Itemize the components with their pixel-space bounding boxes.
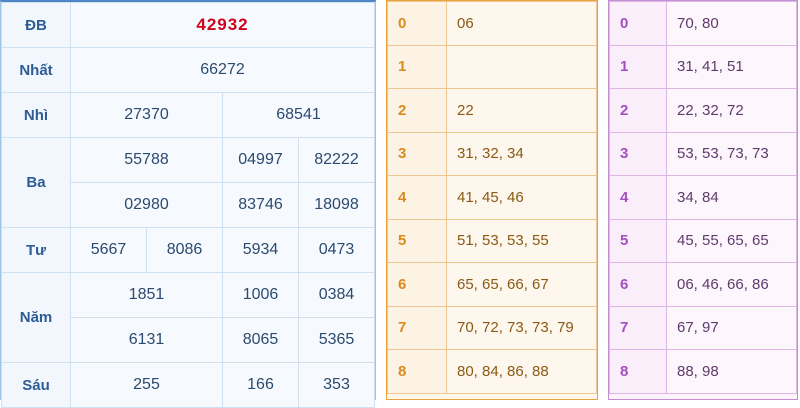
table-row: [388, 350, 597, 394]
tail-values: 45, 55, 65, 65: [667, 219, 797, 263]
tail-values: 06: [447, 2, 597, 46]
prize-tu-value-2: 8086: [147, 228, 223, 273]
tail-values: 51, 53, 53, 55: [447, 219, 597, 263]
tail-key: 2: [610, 89, 667, 133]
table-row: [388, 132, 597, 176]
tails-first-table: [387, 1, 597, 394]
tail-values: 67, 97: [667, 306, 797, 350]
prize-nam-value-2: 1006: [223, 273, 299, 318]
table-row: [610, 45, 797, 89]
prize-nhi-value-2: 68541: [223, 93, 375, 138]
tail-key: 2: [388, 89, 447, 133]
table-row: [610, 219, 797, 263]
tail-values: 53, 53, 73, 73: [667, 132, 797, 176]
prize-ba-value-5: 83746: [223, 183, 299, 228]
table-row: [388, 45, 597, 89]
table-row: [2, 363, 375, 408]
table-row: [388, 89, 597, 133]
table-row: [388, 2, 597, 46]
table-row: [610, 2, 797, 46]
tail-values: 70, 80: [667, 2, 797, 46]
row-label-db: ĐB: [2, 3, 71, 48]
prize-nam-value-4: 6131: [71, 318, 223, 363]
table-row: [388, 263, 597, 307]
tail-key: 8: [388, 350, 447, 394]
row-label-ba: Ba: [2, 138, 71, 228]
row-label-nhi: Nhì: [2, 93, 71, 138]
tail-key: 4: [388, 176, 447, 220]
prize-sau-value-1: 255: [71, 363, 223, 408]
tail-key: 3: [388, 132, 447, 176]
lottery-results-table: [1, 2, 375, 408]
tail-values: 22, 32, 72: [667, 89, 797, 133]
table-row: [2, 228, 375, 273]
tail-values: 65, 65, 66, 67: [447, 263, 597, 307]
prize-nhat-value: 66272: [71, 48, 375, 93]
tail-key: 4: [610, 176, 667, 220]
tails-second-panel: [608, 0, 798, 400]
table-row: [2, 138, 375, 183]
table-row: [610, 350, 797, 394]
prize-db-value: 42932: [71, 3, 375, 48]
row-label-sau: Sáu: [2, 363, 71, 408]
prize-sau-value-2: 166: [223, 363, 299, 408]
tail-key: 6: [610, 263, 667, 307]
table-row: [2, 48, 375, 93]
table-row: [388, 176, 597, 220]
tail-values: [447, 45, 597, 89]
tail-key: 8: [610, 350, 667, 394]
table-row: [2, 3, 375, 48]
table-row: [2, 93, 375, 138]
table-row: [610, 89, 797, 133]
prize-tu-value-3: 5934: [223, 228, 299, 273]
panel-spacer: [376, 0, 386, 400]
prize-tu-value-4: 0473: [299, 228, 375, 273]
tail-values: 41, 45, 46: [447, 176, 597, 220]
tail-values: 70, 72, 73, 73, 79: [447, 306, 597, 350]
tail-values: 22: [447, 89, 597, 133]
row-label-tu: Tư: [2, 228, 71, 273]
tail-values: 34, 84: [667, 176, 797, 220]
tail-key: 1: [388, 45, 447, 89]
prize-sau-value-3: 353: [299, 363, 375, 408]
tail-key: 7: [388, 306, 447, 350]
table-row: [388, 306, 597, 350]
prize-ba-value-1: 55788: [71, 138, 223, 183]
table-row: [2, 273, 375, 318]
prize-nhi-value-1: 27370: [71, 93, 223, 138]
tail-values: 31, 32, 34: [447, 132, 597, 176]
tail-key: 3: [610, 132, 667, 176]
tail-key: 7: [610, 306, 667, 350]
tail-values: 31, 41, 51: [667, 45, 797, 89]
tail-key: 1: [610, 45, 667, 89]
row-label-nhat: Nhất: [2, 48, 71, 93]
prize-ba-value-2: 04997: [223, 138, 299, 183]
prize-tu-value-1: 5667: [71, 228, 147, 273]
prize-nam-value-6: 5365: [299, 318, 375, 363]
tail-values: 06, 46, 66, 86: [667, 263, 797, 307]
table-row: [610, 176, 797, 220]
table-row: [610, 132, 797, 176]
lottery-results-panel: [0, 0, 376, 400]
prize-nam-value-1: 1851: [71, 273, 223, 318]
tail-key: 5: [388, 219, 447, 263]
tail-key: 0: [610, 2, 667, 46]
prize-nam-value-5: 8065: [223, 318, 299, 363]
prize-nam-value-3: 0384: [299, 273, 375, 318]
table-row: [610, 306, 797, 350]
row-label-nam: Năm: [2, 273, 71, 363]
tail-key: 0: [388, 2, 447, 46]
table-row: [610, 263, 797, 307]
tail-key: 6: [388, 263, 447, 307]
tails-first-panel: [386, 0, 598, 400]
prize-ba-value-3: 82222: [299, 138, 375, 183]
prize-ba-value-6: 18098: [299, 183, 375, 228]
tail-key: 5: [610, 219, 667, 263]
tails-second-table: [609, 1, 797, 394]
tail-values: 80, 84, 86, 88: [447, 350, 597, 394]
tail-values: 88, 98: [667, 350, 797, 394]
panel-spacer: [598, 0, 608, 400]
table-row: [388, 219, 597, 263]
prize-ba-value-4: 02980: [71, 183, 223, 228]
